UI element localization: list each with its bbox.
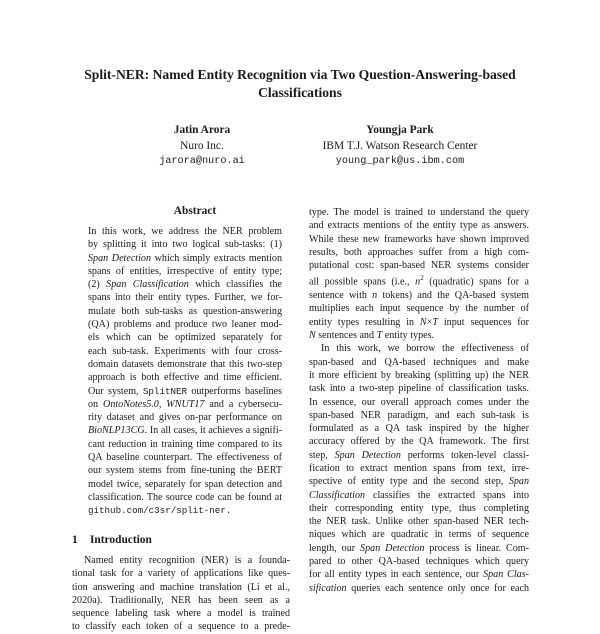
author-block-2 — [290, 123, 510, 170]
abstract-line: Our system, SplitNER outperforms baselines — [88, 385, 282, 397]
intro-line: 2020a). Traditionally, NER has been seen as a — [72, 594, 290, 606]
abstract-line: Span Detection which simply extracts mention — [88, 252, 282, 264]
right-column-body — [309, 206, 529, 595]
introduction-body — [72, 554, 290, 634]
abstract-line: In this work, we address the NER problem — [88, 226, 282, 237]
abstract-line: approach is both effective and time efficient. — [88, 372, 282, 384]
intro-line: to classify each token of a sequence to a prede- — [72, 621, 290, 633]
abstract-line: mulate both sub-tasks as question-answering — [88, 305, 282, 317]
abstract-line: spans into their entity types. Further, we for- — [88, 292, 282, 304]
body-line: their corresponding entity type, thus completing — [309, 502, 529, 514]
body-line: pared to other QA-based techniques which query — [309, 556, 529, 568]
intro-line: sequence labeling task where a model is trained — [72, 608, 290, 620]
body-line: sification queries each sentence only once for each — [309, 582, 529, 594]
body-line: putational cost: span-based NER systems consider — [309, 260, 529, 272]
body-line: While these new frameworks have shown improved — [309, 233, 529, 245]
body-line: length, our Span Detection process is linear. Com- — [309, 542, 529, 554]
body-line: span-based and QA-based techniques and make — [309, 356, 529, 368]
body-line: niques which are quadratic in terms of sequence — [309, 529, 529, 541]
body-line: spective of entity type and the second step, Span — [309, 476, 529, 488]
paper-title-line1: Split-NER: Named Entity Recognition via Two Question-Answering-based — [84, 67, 516, 82]
body-line: entity types resulting in N×T input sequences for — [309, 316, 530, 328]
body-line: all possible spans (i.e., $n^2$ (quadratic) spans for a — [309, 274, 530, 288]
abstract-line: els which can be optimized separately for — [88, 332, 282, 344]
paper-title-line2: Classifications — [258, 85, 342, 100]
author-block-1 — [92, 123, 312, 170]
body-line: N sentences and T entity types. — [309, 330, 435, 342]
author-email: jarora@nuro.ai — [159, 156, 245, 167]
body-line: the NER task. Unlike other span-based NER tech- — [309, 516, 529, 528]
body-line: for all entity types in each sentence, our Span Clas- — [309, 569, 529, 581]
abstract-line: our system stems from fine-tuning the BERT — [88, 465, 282, 477]
body-line: task into a two-step pipeline of classification tasks. — [309, 383, 529, 395]
abstract-line: on OntoNotes5.0, WNUT17 and a cybersecu- — [88, 398, 283, 410]
abstract-line: QA baseline counterpart. The effectiveness of — [88, 452, 282, 464]
intro-line: tion answering and machine translation (Li et al., — [72, 581, 290, 593]
intro-line: tional task for a variety of applications like ques- — [72, 568, 290, 580]
body-line: results, both approaches suffer from a high com- — [309, 246, 529, 258]
abstract-line: rity dataset and gives on-par performance on — [88, 412, 282, 424]
body-line: fication to extract mention spans from text, irre- — [309, 463, 529, 474]
author-name: Jatin Arora — [173, 124, 231, 136]
body-line: In this work, we borrow the effectiveness of — [321, 343, 529, 355]
author-name: Youngja Park — [366, 124, 434, 136]
abstract-body — [88, 225, 282, 518]
body-line: formulated as a QA task inspired by the higher — [309, 423, 529, 435]
body-line: span-based NER paradigm, and each sub-task is — [309, 409, 529, 421]
abstract-line: by splitting it into two logical sub-tasks: (1) — [88, 239, 282, 251]
section-title: Introduction — [90, 534, 152, 546]
intro-line: Named entity recognition (NER) is a founda- — [84, 555, 290, 566]
body-line: accuracy offered by the QA framework. The first — [309, 436, 529, 448]
abstract-line: model twice, separately for span detection and — [88, 478, 282, 490]
source-code-link[interactable]: github.com/c3sr/split-ner. — [88, 505, 232, 517]
paper-title — [50, 66, 550, 102]
abstract-line: (QA) problems and produce two leaner mod- — [88, 319, 282, 331]
author-affiliation: Nuro Inc. — [180, 139, 224, 152]
body-line: Classification classifies the extracted spans into — [309, 489, 529, 501]
author-affiliation: IBM T.J. Watson Research Center — [322, 139, 478, 152]
abstract-line: classification. The source code can be found at — [88, 491, 282, 503]
abstract-line: (2) Span Classification which classifies the — [88, 279, 283, 291]
section-number: 1 — [72, 534, 78, 546]
abstract-line: spans of entities, irrespective of entity type; — [88, 265, 282, 277]
author-email: young_park@us.ibm.com — [335, 156, 465, 167]
body-line: In essence, our overall approach comes under the — [309, 396, 529, 408]
body-line: step, Span Detection performs token-level classi- — [309, 449, 530, 461]
body-line: multiplies each input sequence by the number of — [309, 303, 529, 315]
body-line: sentence with n tokens) and the QA-based system — [309, 290, 529, 302]
body-line: it more efficient by breaking (splitting up) the NER — [309, 369, 529, 381]
section-heading-introduction — [72, 534, 152, 546]
abstract-heading: Abstract — [173, 205, 217, 217]
abstract-line: BioNLP13CG. In all cases, it achieves a signifi- — [88, 425, 282, 437]
abstract-line: each sub-task. Experiments with four cross- — [88, 345, 282, 357]
body-line: type. The model is trained to understand the query — [309, 207, 529, 218]
abstract-line: domain datasets demonstrate that this two-step — [88, 358, 282, 370]
abstract-line: cant reduction in training time compared to its — [88, 438, 282, 450]
body-line: and extracts mentions of the entity type as answers. — [309, 220, 529, 232]
